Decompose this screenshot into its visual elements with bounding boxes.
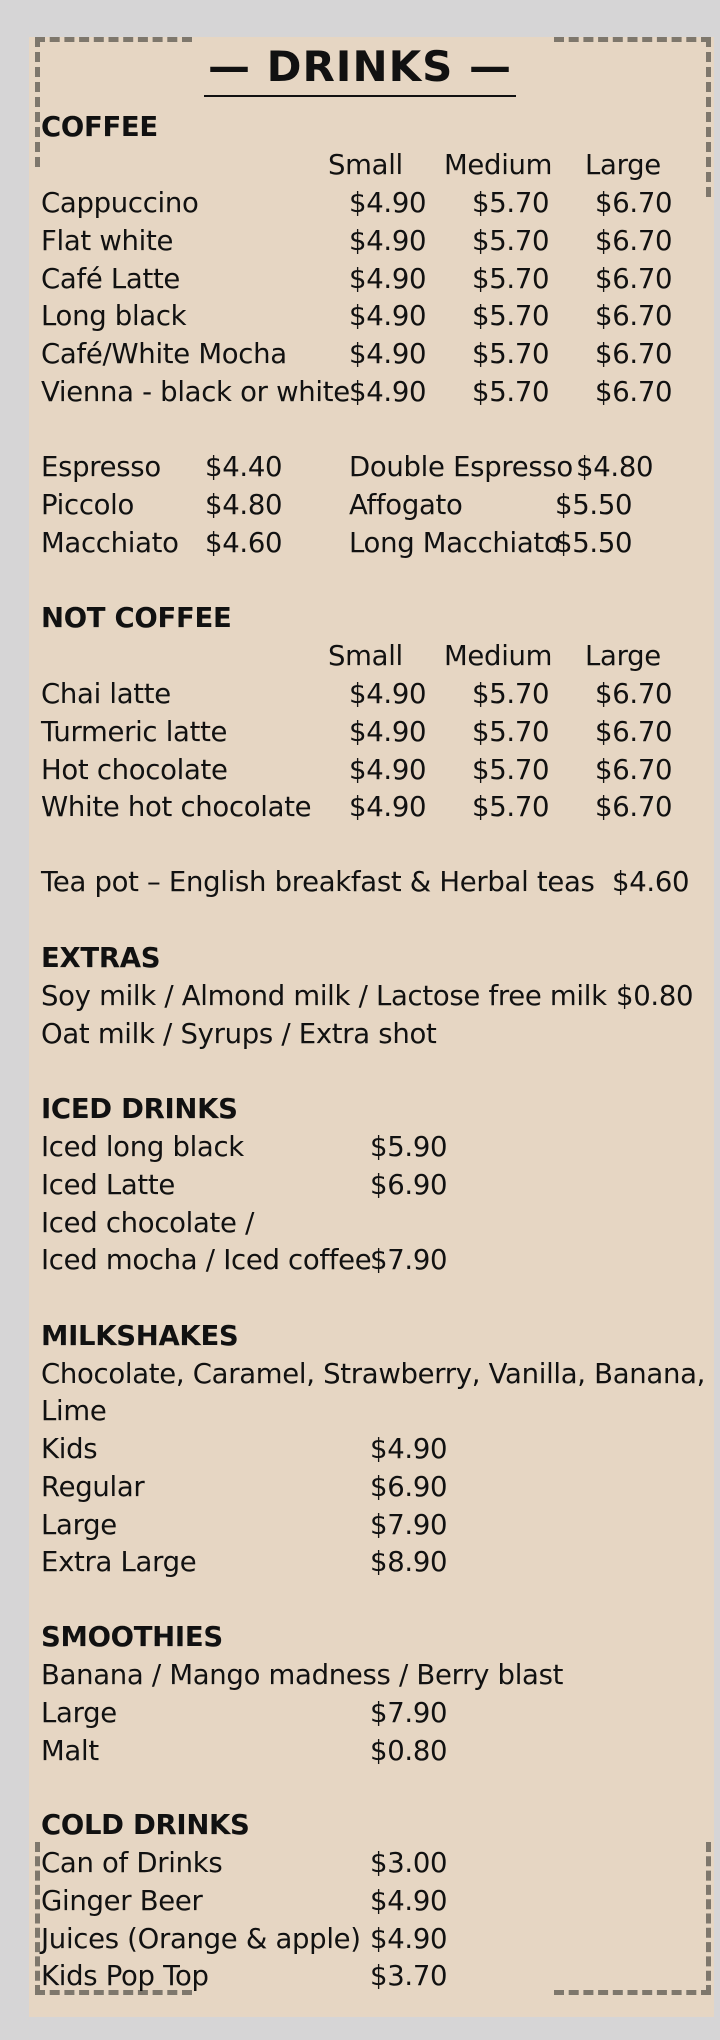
menu-item-price: $7.90: [370, 1244, 448, 1277]
menu-item-name: Hot chocolate: [41, 753, 228, 786]
menu-item-price: $5.50: [555, 526, 633, 559]
menu-item-price: $6.70: [595, 376, 673, 408]
menu-item-price: $4.90: [349, 715, 427, 748]
menu-item-price: $6.70: [595, 791, 673, 824]
menu-item-name: Regular: [41, 1470, 145, 1503]
menu-item-price: $4.90: [349, 300, 427, 333]
size-header-medium: Medium: [444, 640, 553, 672]
menu-item-price: $5.70: [472, 262, 550, 295]
menu-item-price: $4.90: [349, 187, 427, 219]
size-header-large: Large: [585, 149, 661, 181]
extras-line-2: Oat milk / Syrups / Extra shot: [41, 1018, 437, 1050]
section-heading-not-coffee: NOT COFFEE: [41, 602, 232, 634]
menu-item-name: Malt: [41, 1734, 99, 1767]
menu-item-price: $5.70: [472, 224, 550, 257]
menu-item-price: $7.90: [370, 1508, 448, 1541]
menu-item-price: $5.70: [472, 338, 550, 371]
menu-item-price: $5.70: [472, 376, 550, 408]
size-header-small: Small: [328, 640, 403, 672]
menu-item-name: Iced chocolate /: [41, 1206, 255, 1239]
page-title-text: — DRINKS —: [204, 39, 516, 97]
menu-item-name: Extra Large: [41, 1546, 197, 1579]
menu-item-price: $5.50: [555, 488, 633, 521]
menu-item-name: Large: [41, 1697, 117, 1729]
milkshake-flavours-line-2: Lime: [41, 1395, 107, 1427]
menu-item-name: Flat white: [41, 224, 174, 257]
tea-pot-price: $4.60: [612, 866, 690, 898]
menu-item-name: Long black: [41, 300, 187, 333]
menu-item-price: $5.90: [370, 1131, 448, 1163]
menu-item-price: $4.90: [349, 224, 427, 257]
menu-item-price: $6.70: [595, 678, 673, 710]
menu-item-name: Macchiato: [41, 526, 179, 559]
corner-frame-bottom-left-v: [35, 1842, 40, 1995]
menu-item-price: $4.90: [370, 1884, 448, 1917]
menu-item-price: $4.90: [349, 678, 427, 710]
menu-item-price: $4.90: [349, 262, 427, 295]
menu-item-price: $4.80: [576, 451, 654, 483]
menu-item-price: $0.80: [370, 1734, 448, 1767]
menu-item-name: Kids: [41, 1433, 98, 1465]
section-heading-milkshakes: MILKSHAKES: [41, 1320, 239, 1352]
menu-item-price: $6.70: [595, 338, 673, 371]
menu-item-price: $5.70: [472, 791, 550, 824]
menu-item-price: $4.90: [349, 376, 427, 408]
menu-item-price: $6.90: [370, 1470, 448, 1503]
section-heading-smoothies: SMOOTHIES: [41, 1621, 223, 1653]
menu-item-price: $6.70: [595, 262, 673, 295]
menu-item-price: $5.70: [472, 187, 550, 219]
menu-item-price: $3.70: [370, 1960, 448, 1993]
menu-item-name: Espresso: [41, 451, 161, 483]
menu-item-price: $6.90: [370, 1168, 448, 1201]
menu-item-price: $4.90: [370, 1922, 448, 1955]
menu-item-name: White hot chocolate: [41, 791, 312, 824]
menu-item-price: $5.70: [472, 678, 550, 710]
section-heading-coffee: COFFEE: [41, 111, 158, 143]
menu-item-price: $4.90: [349, 791, 427, 824]
menu-item-name: Cappuccino: [41, 187, 199, 219]
menu-item-name: Iced Latte: [41, 1168, 176, 1201]
menu-item-price: $6.70: [595, 753, 673, 786]
menu-item-name: Affogato: [349, 488, 463, 521]
menu-item-price: $6.70: [595, 715, 673, 748]
section-heading-extras: EXTRAS: [41, 942, 161, 974]
menu-item-price: $4.60: [205, 526, 283, 559]
menu-item-price: $5.70: [472, 715, 550, 748]
menu-item-price: $6.70: [595, 300, 673, 333]
size-header-large: Large: [585, 640, 661, 672]
menu-item-price: $4.90: [349, 753, 427, 786]
menu-item-price: $3.00: [370, 1847, 448, 1879]
extras-line-1: Soy milk / Almond milk / Lactose free milk: [41, 980, 607, 1012]
menu-item-name: Turmeric latte: [41, 715, 228, 748]
menu-item-name: Double Espresso: [349, 451, 573, 483]
menu-item-name: Kids Pop Top: [41, 1960, 209, 1993]
menu-item-name: Can of Drinks: [41, 1847, 223, 1879]
corner-frame-bottom-right-v: [706, 1842, 711, 1995]
menu-item-price: $4.80: [205, 488, 283, 521]
menu-item-name: Café/White Mocha: [41, 338, 287, 371]
menu-item-name: Large: [41, 1508, 117, 1541]
menu-item-price: $6.70: [595, 187, 673, 219]
milkshake-flavours-line-1: Chocolate, Caramel, Strawberry, Vanilla, Banana,: [41, 1358, 706, 1390]
menu-item-price: $6.70: [595, 224, 673, 257]
menu-item-price: $4.40: [205, 451, 283, 483]
menu-item-price: $7.90: [370, 1697, 448, 1729]
menu-item-name: Long Macchiato: [349, 526, 561, 559]
menu-item-name: Juices (Orange & apple): [41, 1922, 361, 1955]
section-heading-cold-drinks: COLD DRINKS: [41, 1809, 250, 1841]
menu-item-price: $5.70: [472, 300, 550, 333]
size-header-medium: Medium: [444, 149, 553, 181]
menu-item-name: Vienna - black or white: [41, 376, 350, 408]
menu-item-name: Ginger Beer: [41, 1884, 203, 1917]
menu-item-name: Piccolo: [41, 488, 135, 521]
menu-item-name: Café Latte: [41, 262, 181, 295]
menu-item-price: $5.70: [472, 753, 550, 786]
extras-price: $0.80: [616, 980, 694, 1012]
menu-item-price: $4.90: [370, 1433, 448, 1465]
size-header-small: Small: [328, 149, 403, 181]
smoothie-flavours: Banana / Mango madness / Berry blast: [41, 1659, 564, 1691]
menu-item-name: Chai latte: [41, 678, 171, 710]
page-title: [0, 39, 720, 97]
menu-item-price: $4.90: [349, 338, 427, 371]
section-heading-iced-drinks: ICED DRINKS: [41, 1093, 238, 1125]
menu-item-name: Iced mocha / Iced coffee: [41, 1244, 372, 1277]
menu-item-name: Iced long black: [41, 1131, 244, 1163]
corner-frame-bottom-right-h: [554, 1990, 711, 1995]
menu-item-price: $8.90: [370, 1546, 448, 1579]
tea-pot-item: Tea pot – English breakfast & Herbal teas: [41, 866, 595, 898]
